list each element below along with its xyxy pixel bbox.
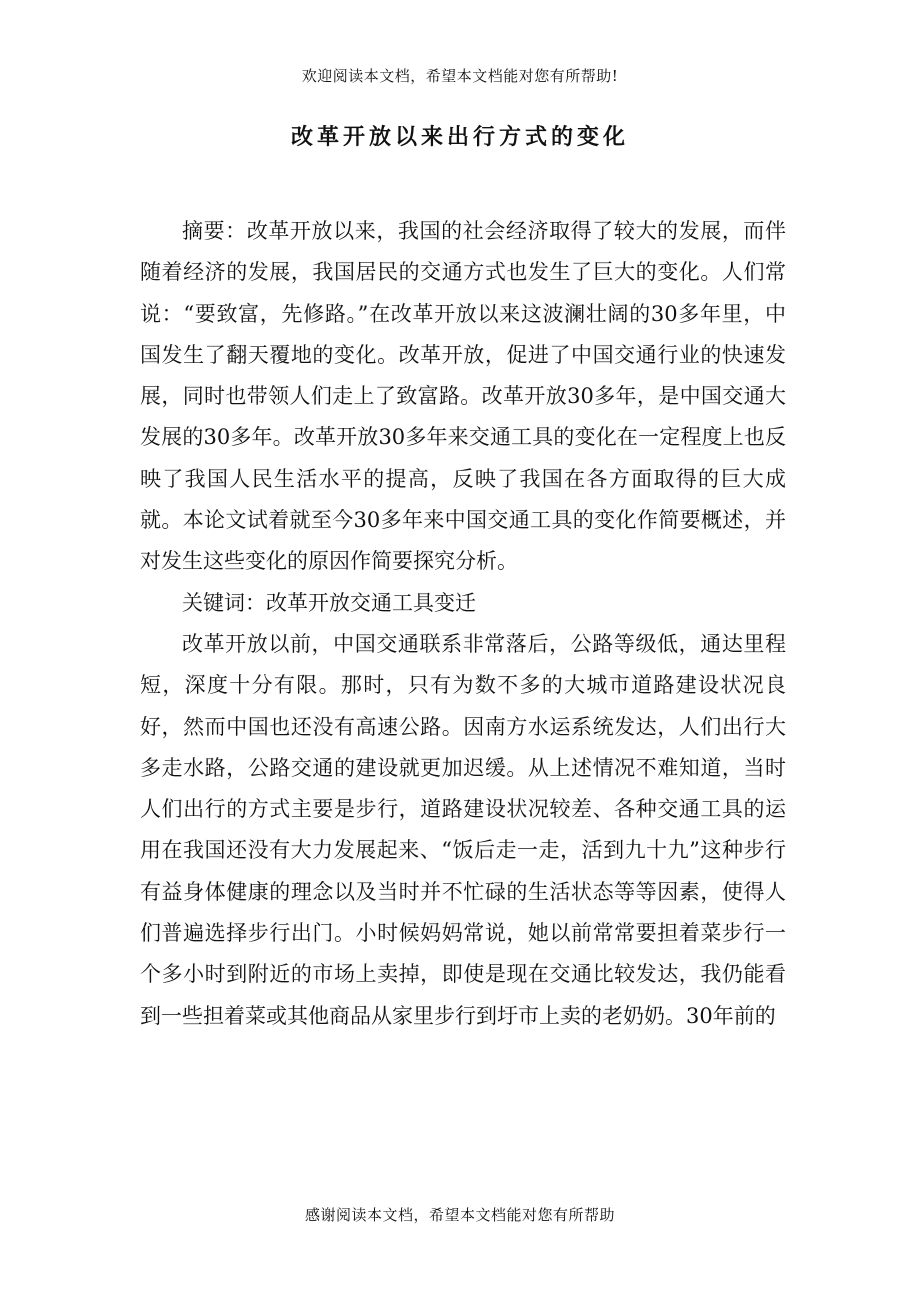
page-header-note: 欢迎阅读本文档，希望本文档能对您有所帮助!: [301, 67, 619, 85]
page-footer-note: 感谢阅读本文档，希望本文档能对您有所帮助: [304, 1206, 615, 1224]
document-body: [140, 211, 786, 1037]
document-title: 改革开放以来出行方式的变化: [290, 124, 629, 150]
abstract-paragraph: 摘要：改革开放以来，我国的社会经济取得了较大的发展，而伴随着经济的发展，我国居民的交通方式也发生了巨大的变化。人们常说：“要致富，先修路。”在改革开放以来这波澜壮阔的30多年里，中国发生了翻天覆地的变化。改革开放，促进了中国交通行业的快速发展，同时也带领人们走上了致富路。改革开放30多年，是中国交通大发展的30多年。改革开放30多年来交通工具的变化在一定程度上也反映了我国人民生活水平的提高，反映了我国在各方面取得的巨大成就。本论文试着就至今30多年来中国交通工具的变化作简要概述，并对发生这些变化的原因作简要探究分析。: [140, 219, 786, 574]
keywords-paragraph: 关键词：改革开放交通工具变迁: [182, 590, 476, 615]
body-paragraph: 改革开放以前，中国交通联系非常落后，公路等级低，通达里程短，深度十分有限。那时，只有为数不多的大城市道路建设状况良好，然而中国也还没有高速公路。因南方水运系统发达，人们出行大多走水路，公路交通的建设就更加迟缓。从上述情况不难知道，当时人们出行的方式主要是步行，道路建设状况较差、各种交通工具的运用在我国还没有大力发展起来、“饭后走一走，活到九十九”这种步行有益身体健康的理念以及当时并不忙碌的生活状态等等因素，使得人们普遍选择步行出门。小时候妈妈常说，她以前常常要担着菜步行一个多小时到附近的市场上卖掉，即使是现在交通比较发达，我仍能看到一些担着菜或其他商品从家里步行到圩市上卖的老奶奶。30年前的: [140, 631, 786, 1028]
